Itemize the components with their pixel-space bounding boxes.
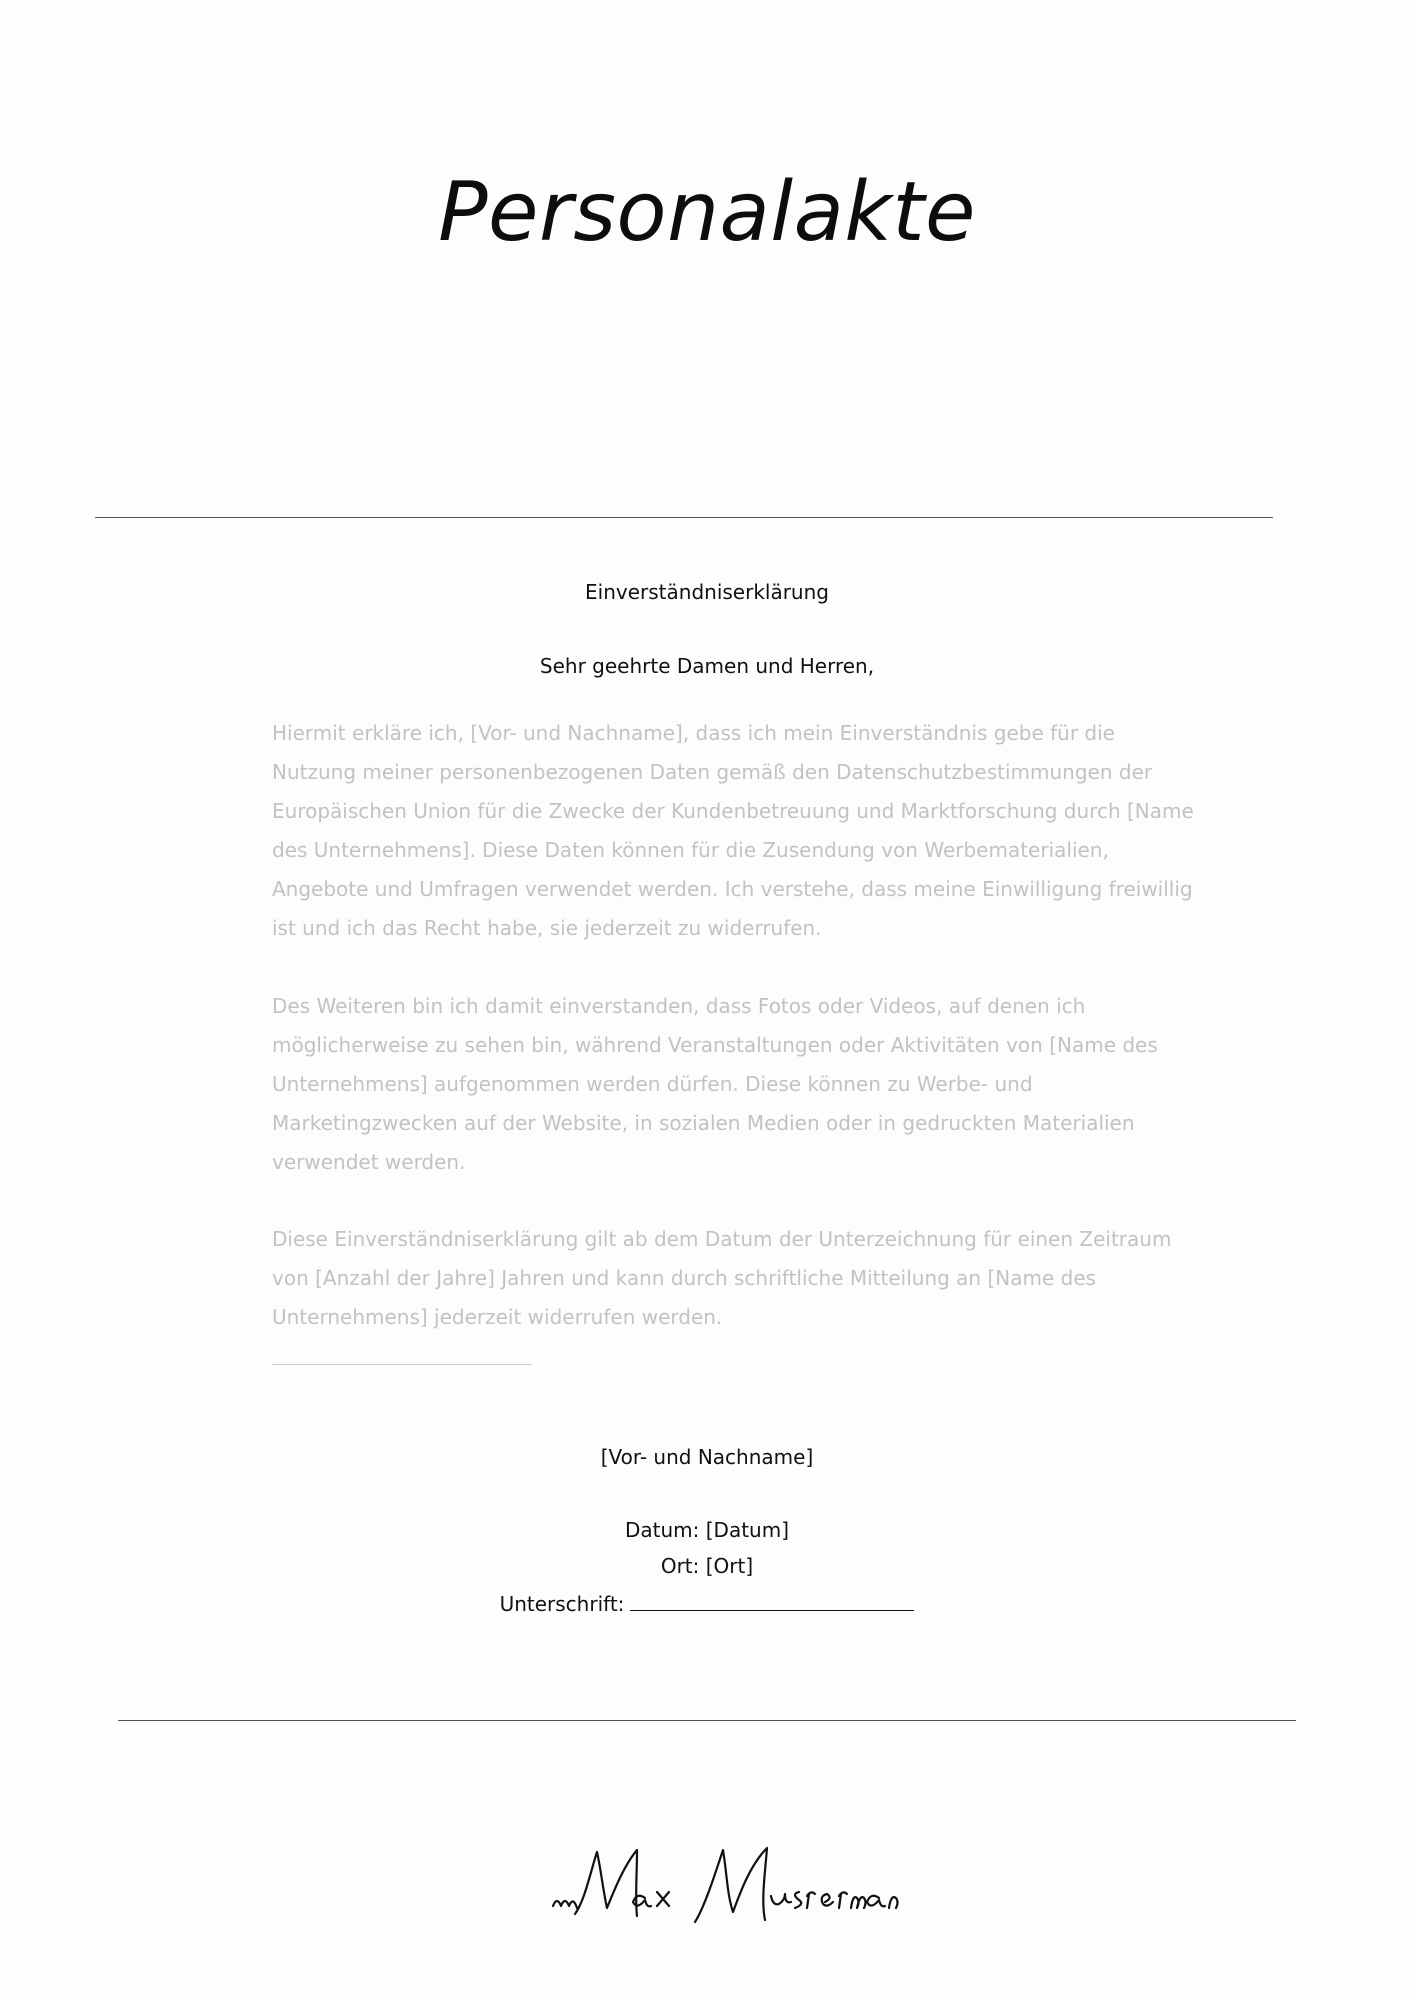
consent-heading: Einverständniserklärung [585,580,829,604]
paragraph-media-consent: Des Weiteren bin ich damit einverstanden, dass Fotos oder Videos, auf denen ich möglicherweise zu sehen bin, während Veranstaltungen oder Aktivitäten von [Name des Unternehmens] aufgenommen werden dürfen. Diese können zu Werbe- und Marketingzwecken auf der Website, in sozialen Medien oder in gedruckten Materialien verwendet werden. [272,994,1158,1174]
short-divider [272,1364,532,1365]
paragraph-validity: Diese Einverständniserklärung gilt ab dem Datum der Unterzeichnung für einen Zeitraum von [Anzahl der Jahre] Jahren und kann durch schriftliche Mitteilung an [Name des Unternehmens] jederzeit widerrufen werden. [272,1227,1172,1329]
signature-label: Unterschrift: [499,1592,625,1616]
paragraph-data-consent: Hiermit erkläre ich, [Vor- und Nachname], dass ich mein Einverständnis gebe für die Nutzung meiner personenbezogenen Daten gemäß den Datenschutzbestimmungen der Europäischen Union für die Zwecke der Kundenbetreuung und Marktforschung durch [Name des Unternehmens]. Diese Daten können für die Zusendung von Werbematerialien, Angebote und Umfragen verwendet werden. Ich verstehe, dass meine Einwilligung freiwillig ist und ich das Recht habe, sie jederzeit zu widerrufen. [272,721,1194,940]
salutation: Sehr geehrte Damen und Herren, [539,654,875,678]
document-title: Personalakte [438,165,976,260]
signature-blank-line [630,1590,914,1611]
signer-name: [Vor- und Nachname] [600,1445,814,1469]
place-line: Ort: [Ort] [660,1554,754,1578]
handwritten-signature [545,1830,905,1940]
date-line: Datum: [Datum] [624,1518,789,1542]
top-divider [95,517,1273,518]
signature-row [0,1590,1414,1616]
bottom-divider [118,1720,1296,1721]
